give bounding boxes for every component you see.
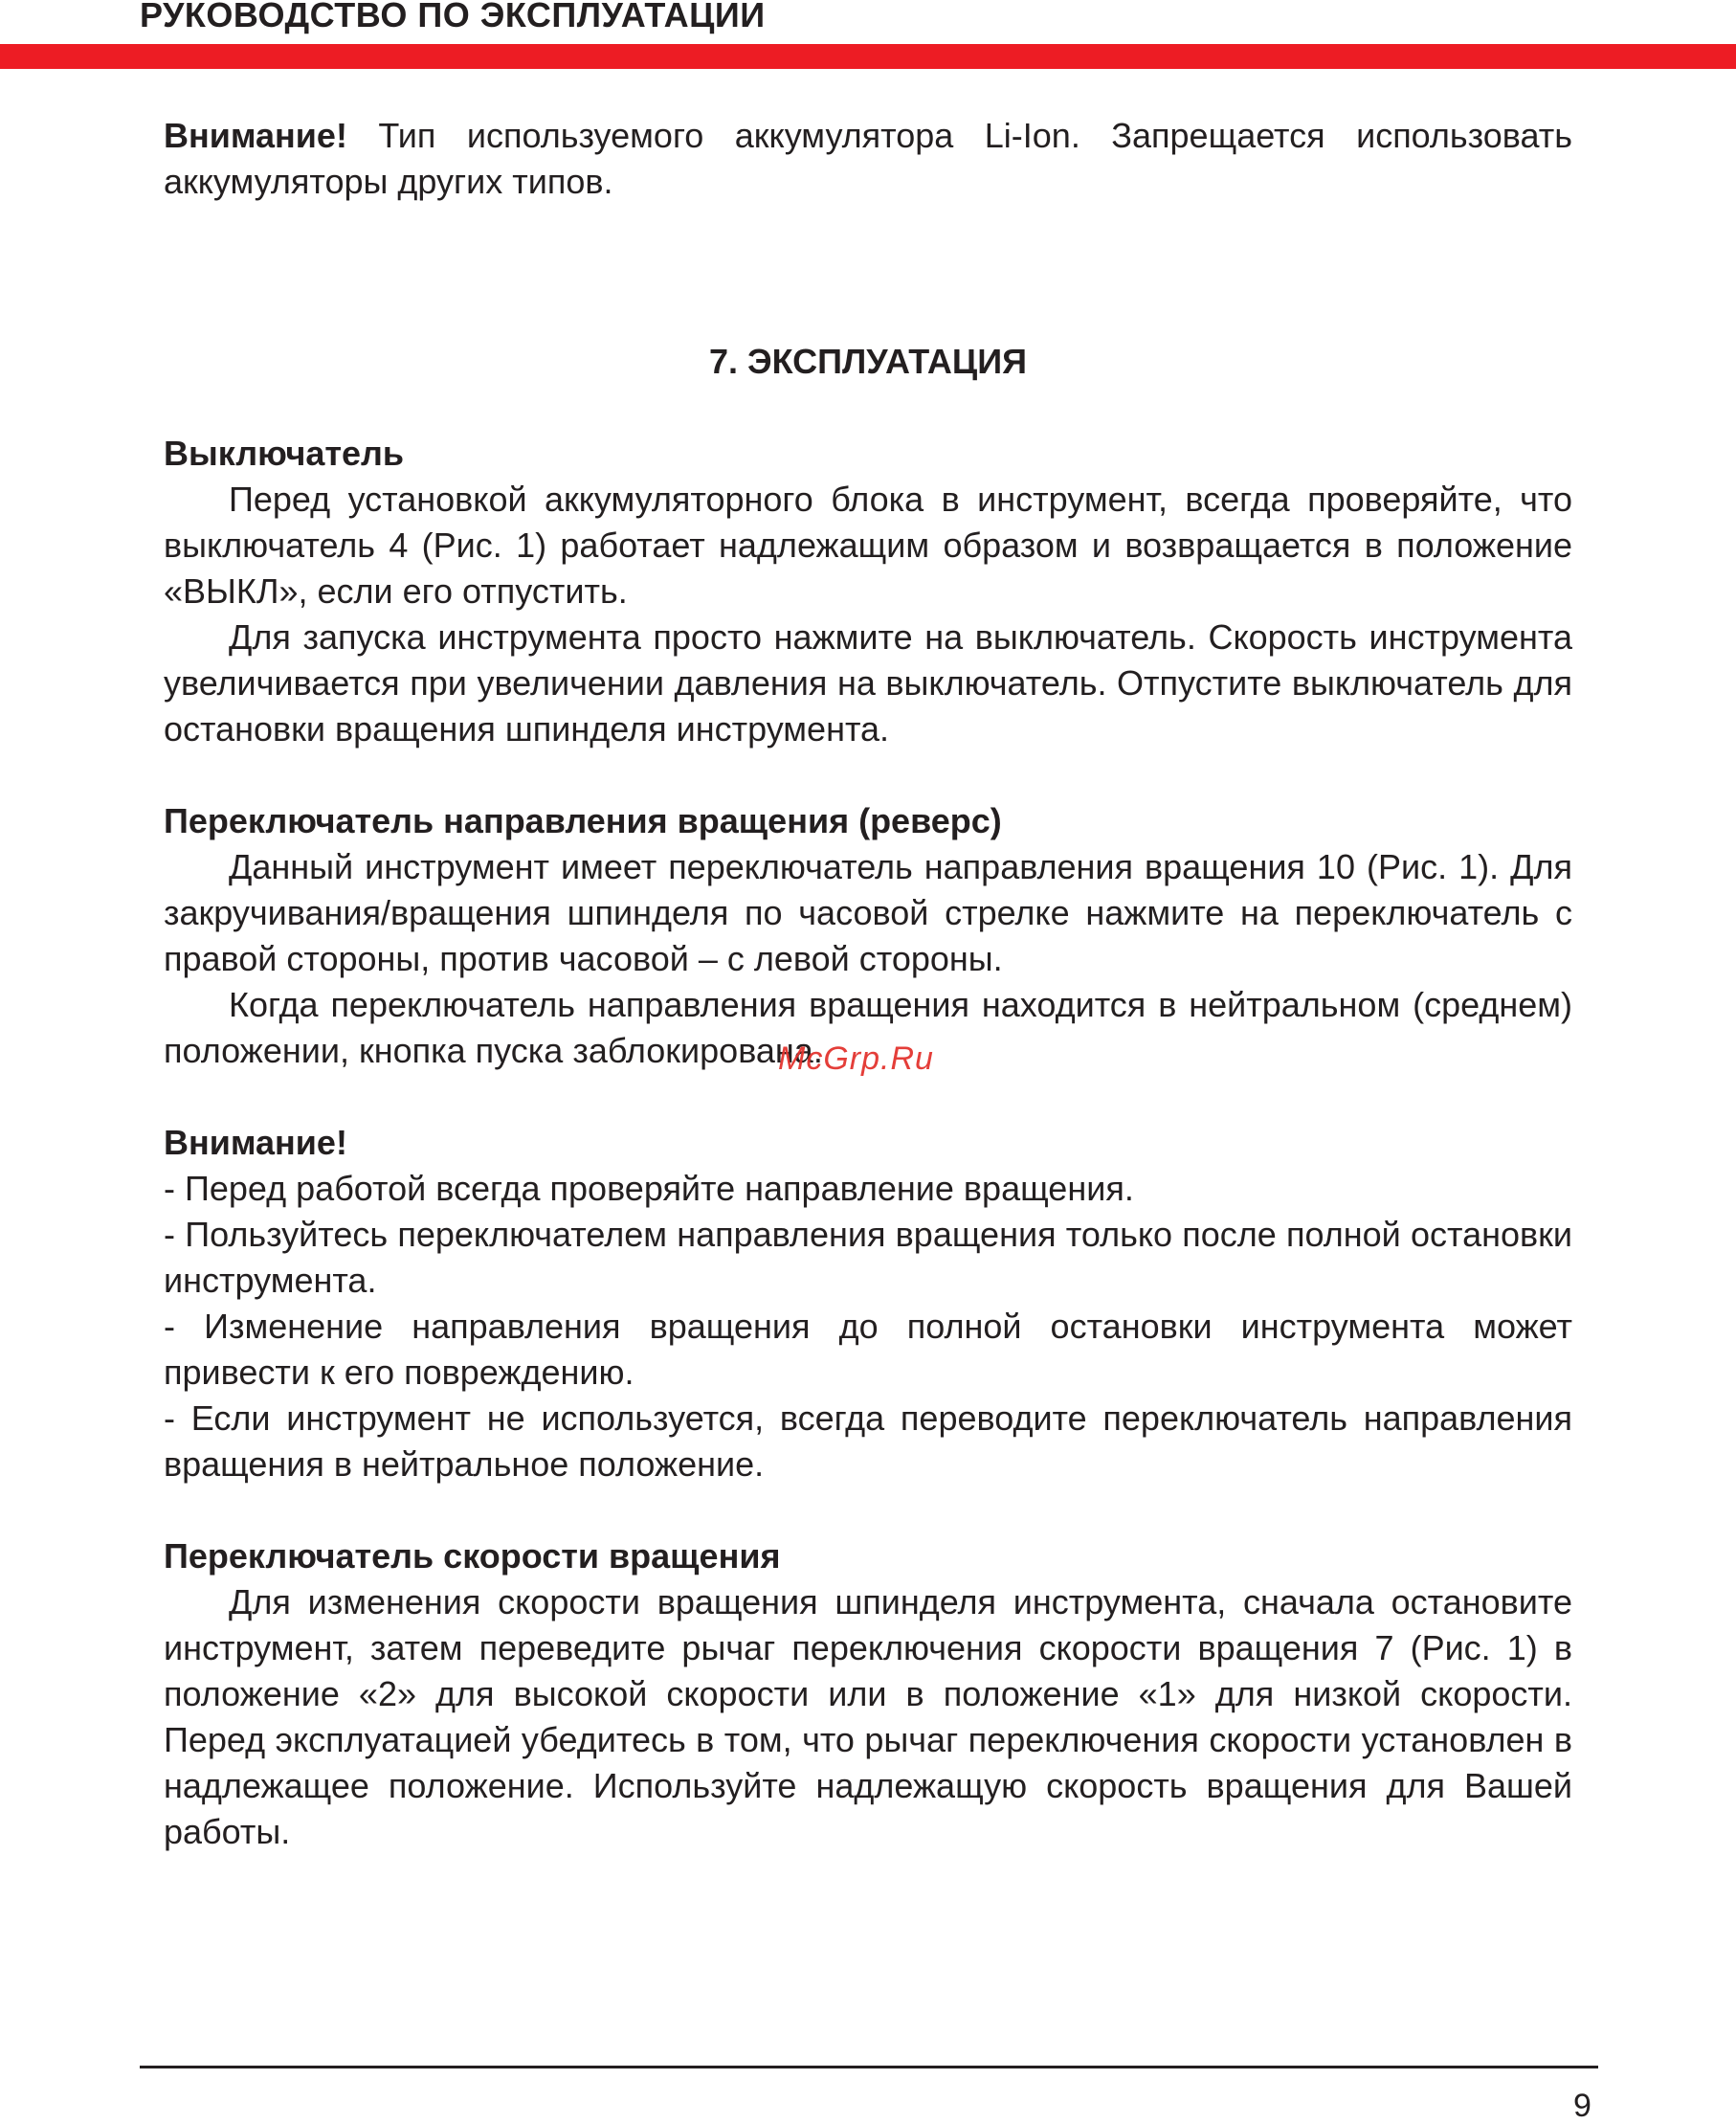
switch-paragraph-1: Перед установкой аккумуляторного блока в инструмент, всегда проверяйте, что выключатель 4 (Рис. 1) работает надлежащим образом и возвращается в положение «ВЫКЛ», если его отпустить. [164, 480, 1572, 611]
battery-warning [164, 113, 1572, 205]
direction-warning-item: - Перед работой всегда проверяйте направление вращения. [164, 1169, 1134, 1208]
speed-heading: Переключатель скорости вращения [164, 1536, 781, 1576]
direction-warning-item: - Изменение направления вращения до полной остановки инструмента может привести к его повреждению. [164, 1307, 1572, 1392]
reverse-paragraph-1: Данный инструмент имеет переключатель направления вращения 10 (Рис. 1). Для закручивания/вращения шпинделя по часовой стрелке нажмите на переключатель с правой стороны, против часовой – с левой стороны. [164, 847, 1572, 978]
switch-heading: Выключатель [164, 434, 405, 473]
battery-warning-label: Внимание! [164, 116, 347, 155]
page-header-title: РУКОВОДСТВО ПО ЭКСПЛУАТАЦИИ [140, 0, 766, 34]
footer-divider [140, 2066, 1598, 2068]
reverse-heading: Переключатель направления вращения (реверс) [164, 801, 1002, 840]
section-title: 7. ЭКСПЛУАТАЦИЯ [709, 342, 1027, 381]
header-red-bar [0, 44, 1736, 69]
switch-paragraph-2: Для запуска инструмента просто нажмите на выключатель. Скорость инструмента увеличивается при увеличении давления на выключатель. Отпустите выключатель для остановки вращения шпинделя инструмента. [164, 617, 1572, 749]
page-number: 9 [1573, 2088, 1591, 2124]
battery-warning-text: Тип используемого аккумулятора Li-Ion. Запрещается использовать аккумуляторы других типов. [164, 116, 1572, 201]
reverse-paragraph-2: Когда переключатель направления вращения находится в нейтральном (среднем) положении, кнопка пуска заблокирована. [164, 985, 1572, 1070]
speed-paragraph-1: Для изменения скорости вращения шпинделя инструмента, сначала остановите инструмент, затем переведите рычаг переключения скорости вращения 7 (Рис. 1) в положение «2» для высокой скорости или в положение «1» для низкой скорости. Перед эксплуатацией убедитесь в том, что рычаг переключения скорости установлен в надлежащее положение. Используйте надлежащую скорость вращения для Вашей работы. [164, 1582, 1572, 1851]
page-content [164, 113, 1572, 1855]
direction-warning-item: - Пользуйтесь переключателем направления вращения только после полной остановки инструмента. [164, 1215, 1572, 1300]
direction-warning-heading: Внимание! [164, 1123, 347, 1162]
watermark: McGrp.Ru [778, 1040, 934, 1077]
direction-warning-item: - Если инструмент не используется, всегда переводите переключатель направления вращения в нейтральное положение. [164, 1398, 1572, 1484]
